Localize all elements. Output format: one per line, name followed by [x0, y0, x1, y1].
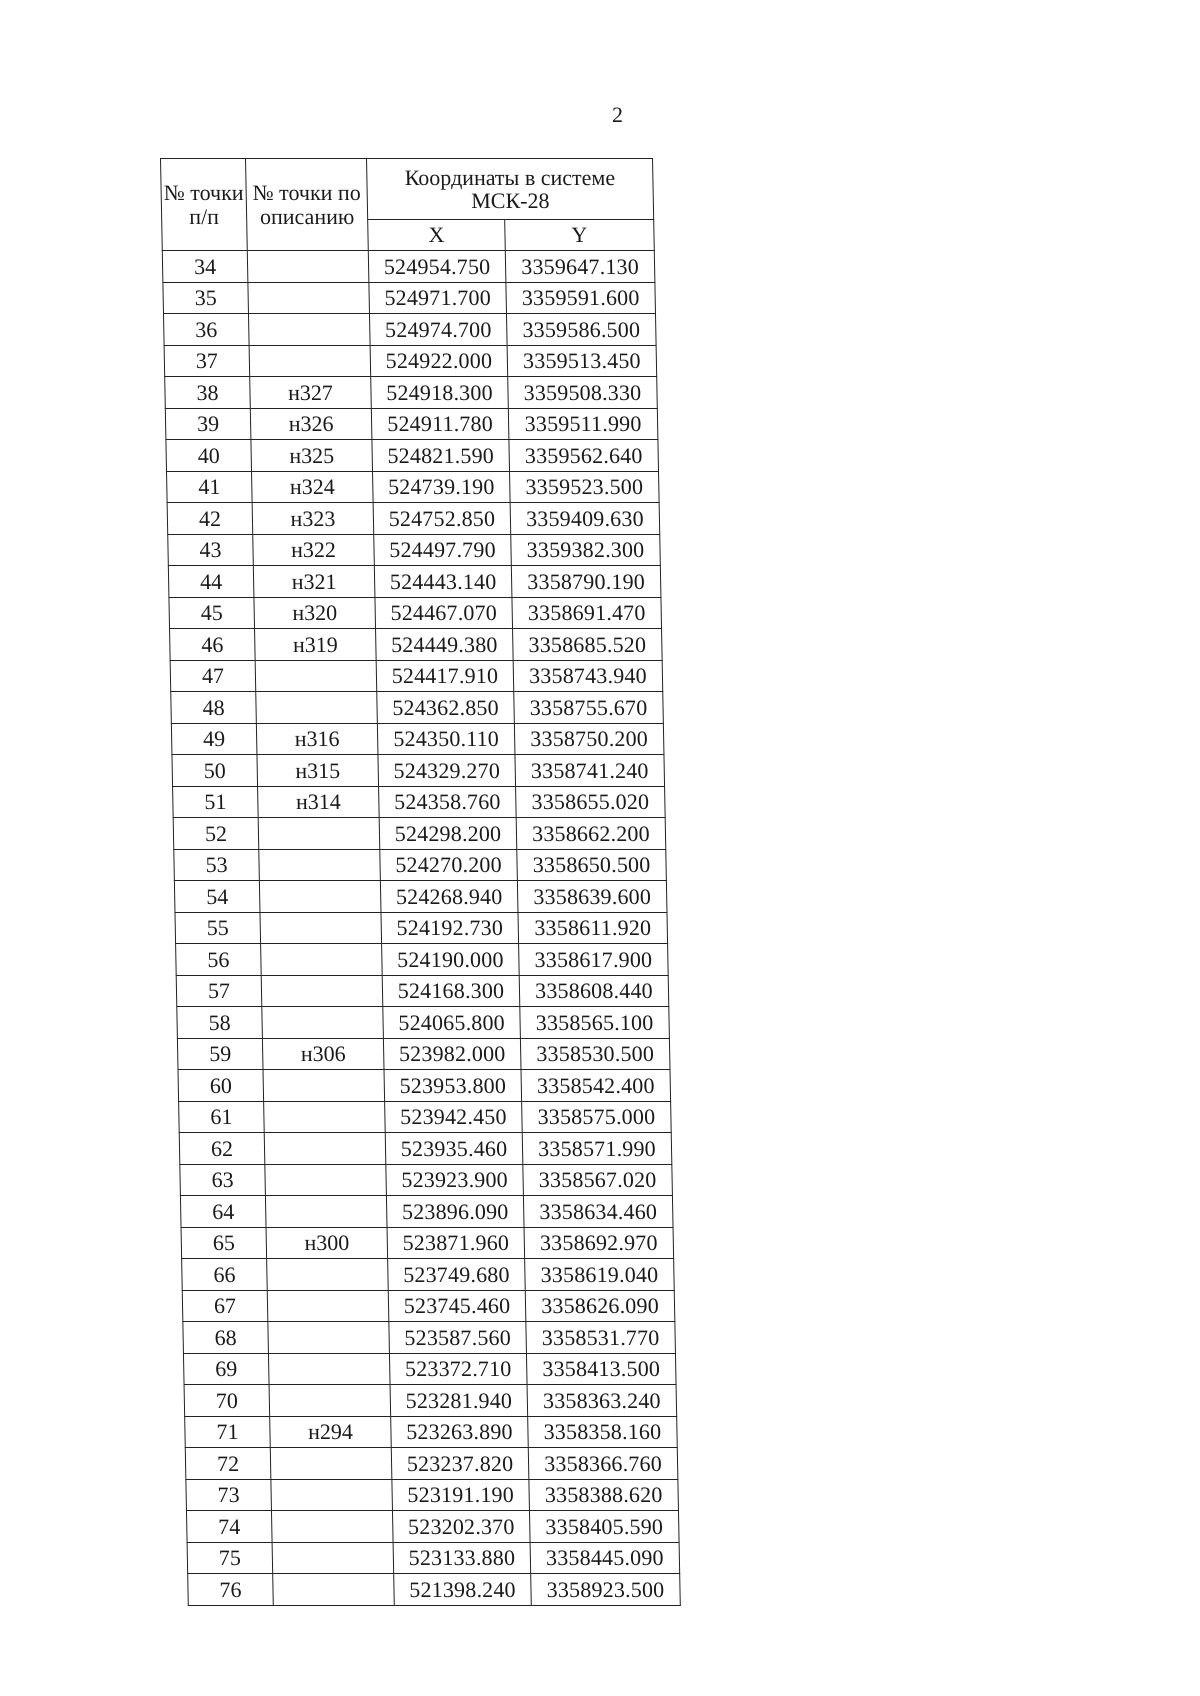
- cell-point-description: [270, 1448, 392, 1480]
- cell-point-description: [248, 282, 370, 314]
- table-row: [180, 1196, 673, 1228]
- cell-point-number: 43: [168, 534, 254, 566]
- cell-point-description: н327: [250, 377, 372, 409]
- cell-y: 3359586.500: [506, 314, 656, 346]
- cell-y: 3358626.090: [525, 1290, 675, 1322]
- table-row: [179, 1133, 672, 1165]
- cell-point-number: 39: [165, 408, 251, 440]
- table-row: [186, 1479, 679, 1511]
- table-row: [165, 408, 658, 440]
- header-point-number: № точки п/п: [161, 159, 248, 251]
- cell-y: 3358617.900: [519, 944, 669, 976]
- cell-y: 3358650.500: [517, 849, 667, 881]
- cell-point-number: 40: [166, 440, 252, 472]
- cell-x: 524268.940: [380, 881, 518, 913]
- cell-y: 3358639.600: [517, 881, 667, 913]
- header-coordinates: Координаты в системе МСК-28: [367, 159, 654, 220]
- cell-y: 3358530.500: [520, 1038, 670, 1070]
- cell-x: 524911.780: [371, 408, 509, 440]
- cell-point-number: 45: [169, 597, 255, 629]
- cell-y: 3358662.200: [516, 818, 666, 850]
- cell-point-number: 42: [167, 503, 253, 535]
- cell-x: 523191.190: [392, 1479, 530, 1511]
- cell-x: 521398.240: [394, 1574, 532, 1606]
- cell-y: 3359511.990: [508, 408, 658, 440]
- cell-point-description: [271, 1511, 393, 1543]
- cell-point-number: 34: [162, 251, 248, 283]
- cell-point-number: 65: [181, 1227, 267, 1259]
- table-row: [183, 1322, 676, 1354]
- cell-point-number: 63: [180, 1164, 266, 1196]
- cell-point-number: 74: [186, 1511, 272, 1543]
- cell-point-description: н306: [262, 1038, 384, 1070]
- table-row: [166, 440, 659, 472]
- cell-point-description: [269, 1385, 391, 1417]
- cell-point-number: 50: [172, 755, 258, 787]
- cell-x: 524350.110: [377, 723, 515, 755]
- cell-x: 524358.760: [379, 786, 517, 818]
- cell-point-description: [260, 912, 382, 944]
- cell-x: 524065.800: [383, 1007, 521, 1039]
- cell-point-description: [261, 944, 383, 976]
- cell-point-number: 59: [177, 1038, 263, 1070]
- cell-x: 524192.730: [381, 912, 519, 944]
- header-y: Y: [505, 220, 655, 251]
- cell-x: 523982.000: [383, 1038, 521, 1070]
- cell-point-number: 75: [187, 1542, 273, 1574]
- table-row: [182, 1290, 675, 1322]
- cell-point-number: 47: [170, 660, 256, 692]
- cell-point-description: [256, 692, 378, 724]
- cell-y: 3358388.620: [529, 1479, 679, 1511]
- cell-point-description: н322: [253, 534, 375, 566]
- cell-x: 524190.000: [382, 944, 520, 976]
- cell-y: 3358366.760: [528, 1448, 678, 1480]
- table-row: [168, 566, 661, 598]
- cell-point-number: 41: [167, 471, 253, 503]
- cell-x: 523953.800: [384, 1070, 522, 1102]
- cell-point-description: [255, 660, 377, 692]
- cell-x: 523133.880: [393, 1542, 531, 1574]
- cell-point-number: 60: [178, 1070, 264, 1102]
- cell-x: 523923.900: [386, 1164, 524, 1196]
- table-row: [163, 314, 656, 346]
- cell-x: 523372.710: [389, 1353, 527, 1385]
- cell-y: 3358445.090: [530, 1542, 680, 1574]
- cell-x: 524752.850: [373, 503, 511, 535]
- cell-point-number: 51: [173, 786, 259, 818]
- cell-x: 523281.940: [390, 1385, 528, 1417]
- table-row: [187, 1542, 680, 1574]
- cell-point-description: [262, 1007, 384, 1039]
- cell-point-description: [263, 1070, 385, 1102]
- cell-point-number: 58: [177, 1007, 263, 1039]
- table-row: [186, 1511, 679, 1543]
- cell-x: 524739.190: [373, 471, 511, 503]
- cell-point-description: н316: [256, 723, 378, 755]
- cell-point-description: [265, 1164, 387, 1196]
- cell-point-number: 67: [182, 1290, 268, 1322]
- cell-x: 523942.450: [385, 1101, 523, 1133]
- table-row: [182, 1259, 675, 1291]
- cell-point-description: [247, 251, 369, 283]
- cell-x: 524417.910: [376, 660, 514, 692]
- cell-y: 3358790.190: [511, 566, 661, 598]
- cell-x: 523587.560: [389, 1322, 527, 1354]
- table-row: [176, 975, 669, 1007]
- cell-point-description: н294: [270, 1416, 392, 1448]
- cell-x: 524918.300: [371, 377, 509, 409]
- cell-y: 3358358.160: [528, 1416, 678, 1448]
- table-body: [162, 251, 680, 1606]
- cell-x: 524922.000: [370, 345, 508, 377]
- cell-y: 3359523.500: [510, 471, 660, 503]
- cell-y: 3358691.470: [512, 597, 662, 629]
- cell-point-number: 38: [165, 377, 251, 409]
- cell-y: 3358611.920: [518, 912, 668, 944]
- cell-point-description: [258, 818, 380, 850]
- table-row: [179, 1101, 672, 1133]
- cell-point-number: 53: [174, 849, 260, 881]
- cell-point-description: [259, 881, 381, 913]
- cell-y: 3358692.970: [524, 1227, 674, 1259]
- cell-y: 3358542.400: [521, 1070, 671, 1102]
- cell-point-description: [265, 1196, 387, 1228]
- cell-point-number: 37: [164, 345, 250, 377]
- header-point-description: № точки по описанию: [246, 159, 369, 251]
- cell-x: 524168.300: [382, 975, 520, 1007]
- table-row: [164, 345, 657, 377]
- cell-point-number: 71: [185, 1416, 271, 1448]
- cell-point-number: 72: [185, 1448, 271, 1480]
- table-row: [185, 1416, 678, 1448]
- table-row: [175, 912, 668, 944]
- page-number: 2: [612, 102, 623, 127]
- cell-y: 3358743.940: [513, 660, 663, 692]
- cell-point-number: 55: [175, 912, 261, 944]
- cell-y: 3359382.300: [511, 534, 661, 566]
- cell-point-number: 35: [163, 282, 249, 314]
- cell-point-description: [268, 1353, 390, 1385]
- cell-y: 3358413.500: [526, 1353, 676, 1385]
- cell-x: 523237.820: [391, 1448, 529, 1480]
- cell-point-description: [272, 1542, 394, 1574]
- cell-point-description: [259, 849, 381, 881]
- cell-y: 3358634.460: [523, 1196, 673, 1228]
- cell-point-number: 44: [168, 566, 254, 598]
- cell-x: 523745.460: [388, 1290, 526, 1322]
- cell-y: 3358619.040: [525, 1259, 675, 1291]
- cell-x: 523896.090: [386, 1196, 524, 1228]
- cell-point-description: н321: [253, 566, 375, 598]
- table-row: [174, 849, 667, 881]
- cell-y: 3358741.240: [515, 755, 665, 787]
- cell-point-description: н300: [266, 1227, 388, 1259]
- table-row: [163, 282, 656, 314]
- table-row: [173, 786, 666, 818]
- table-row: [167, 471, 660, 503]
- cell-point-number: 56: [176, 944, 262, 976]
- cell-point-number: 73: [186, 1479, 272, 1511]
- cell-x: 524298.200: [379, 818, 517, 850]
- cell-point-number: 54: [174, 881, 260, 913]
- cell-point-description: н326: [250, 408, 372, 440]
- table-row: [183, 1353, 676, 1385]
- cell-point-number: 76: [188, 1574, 274, 1606]
- cell-y: 3358923.500: [531, 1574, 681, 1606]
- cell-x: 523871.960: [387, 1227, 525, 1259]
- cell-y: 3358608.440: [519, 975, 669, 1007]
- cell-x: 523935.460: [385, 1133, 523, 1165]
- cell-point-description: [271, 1479, 393, 1511]
- cell-point-description: н319: [255, 629, 377, 661]
- cell-point-number: 48: [171, 692, 257, 724]
- table-row: [181, 1227, 674, 1259]
- cell-x: 524974.700: [369, 314, 507, 346]
- cell-point-description: [264, 1101, 386, 1133]
- cell-point-description: [267, 1259, 389, 1291]
- table-row: [184, 1385, 677, 1417]
- cell-point-number: 68: [183, 1322, 269, 1354]
- cell-x: 523202.370: [392, 1511, 530, 1543]
- table-row: [171, 723, 664, 755]
- header-x: X: [368, 220, 506, 251]
- table-row: [180, 1164, 673, 1196]
- table-row: [185, 1448, 678, 1480]
- cell-y: 3359562.640: [509, 440, 659, 472]
- cell-y: 3358655.020: [516, 786, 666, 818]
- cell-x: 524449.380: [376, 629, 514, 661]
- table-row: [169, 597, 662, 629]
- cell-y: 3358685.520: [513, 629, 663, 661]
- cell-point-number: 70: [184, 1385, 270, 1417]
- table-row: [173, 818, 666, 850]
- cell-x: 523263.890: [391, 1416, 529, 1448]
- cell-y: 3358755.670: [514, 692, 664, 724]
- cell-x: 524329.270: [378, 755, 516, 787]
- table-row: [167, 503, 660, 535]
- cell-y: 3358405.590: [529, 1511, 679, 1543]
- cell-y: 3359513.450: [507, 345, 657, 377]
- table-row: [178, 1070, 671, 1102]
- coordinates-table-wrapper: [160, 158, 681, 1606]
- cell-point-number: 69: [183, 1353, 269, 1385]
- cell-y: 3359647.130: [505, 251, 655, 283]
- cell-point-number: 49: [171, 723, 257, 755]
- cell-y: 3358531.770: [526, 1322, 676, 1354]
- table-row: [176, 944, 669, 976]
- cell-point-number: 46: [170, 629, 256, 661]
- table-row: [170, 629, 663, 661]
- cell-x: 524971.700: [369, 282, 507, 314]
- cell-point-number: 36: [163, 314, 249, 346]
- cell-x: 524362.850: [377, 692, 515, 724]
- table-row: [188, 1574, 681, 1606]
- cell-point-description: н323: [252, 503, 374, 535]
- cell-point-description: [248, 314, 370, 346]
- cell-x: 524954.750: [368, 251, 506, 283]
- table-header: [161, 159, 655, 251]
- cell-point-description: н320: [254, 597, 376, 629]
- cell-y: 3358750.200: [514, 723, 664, 755]
- cell-point-description: н314: [258, 786, 380, 818]
- cell-x: 523749.680: [388, 1259, 526, 1291]
- table-row: [162, 251, 655, 283]
- cell-point-description: н325: [251, 440, 373, 472]
- cell-y: 3358575.000: [522, 1101, 672, 1133]
- cell-point-description: [268, 1322, 390, 1354]
- cell-point-number: 61: [179, 1101, 265, 1133]
- cell-point-number: 66: [182, 1259, 268, 1291]
- cell-point-number: 52: [173, 818, 259, 850]
- cell-y: 3358571.990: [522, 1133, 672, 1165]
- cell-x: 524821.590: [372, 440, 510, 472]
- cell-x: 524270.200: [380, 849, 518, 881]
- table-row: [172, 755, 665, 787]
- cell-x: 524497.790: [374, 534, 512, 566]
- cell-y: 3359591.600: [506, 282, 656, 314]
- cell-point-description: [261, 975, 383, 1007]
- table-row: [165, 377, 658, 409]
- cell-point-number: 64: [180, 1196, 266, 1228]
- table-row: [168, 534, 661, 566]
- cell-y: 3359508.330: [508, 377, 658, 409]
- table-row: [177, 1007, 670, 1039]
- cell-x: 524443.140: [374, 566, 512, 598]
- cell-point-number: 57: [176, 975, 262, 1007]
- table-row: [170, 660, 663, 692]
- cell-x: 524467.070: [375, 597, 513, 629]
- cell-y: 3358565.100: [520, 1007, 670, 1039]
- table-row: [171, 692, 664, 724]
- cell-point-description: [273, 1574, 395, 1606]
- table-row: [177, 1038, 670, 1070]
- cell-y: 3359409.630: [510, 503, 660, 535]
- cell-y: 3358363.240: [527, 1385, 677, 1417]
- table-row: [174, 881, 667, 913]
- cell-point-number: 62: [179, 1133, 265, 1165]
- cell-point-description: н324: [252, 471, 374, 503]
- coordinates-table: [160, 158, 681, 1606]
- cell-point-description: н315: [257, 755, 379, 787]
- cell-y: 3358567.020: [523, 1164, 673, 1196]
- cell-point-description: [249, 345, 371, 377]
- cell-point-description: [267, 1290, 389, 1322]
- cell-point-description: [264, 1133, 386, 1165]
